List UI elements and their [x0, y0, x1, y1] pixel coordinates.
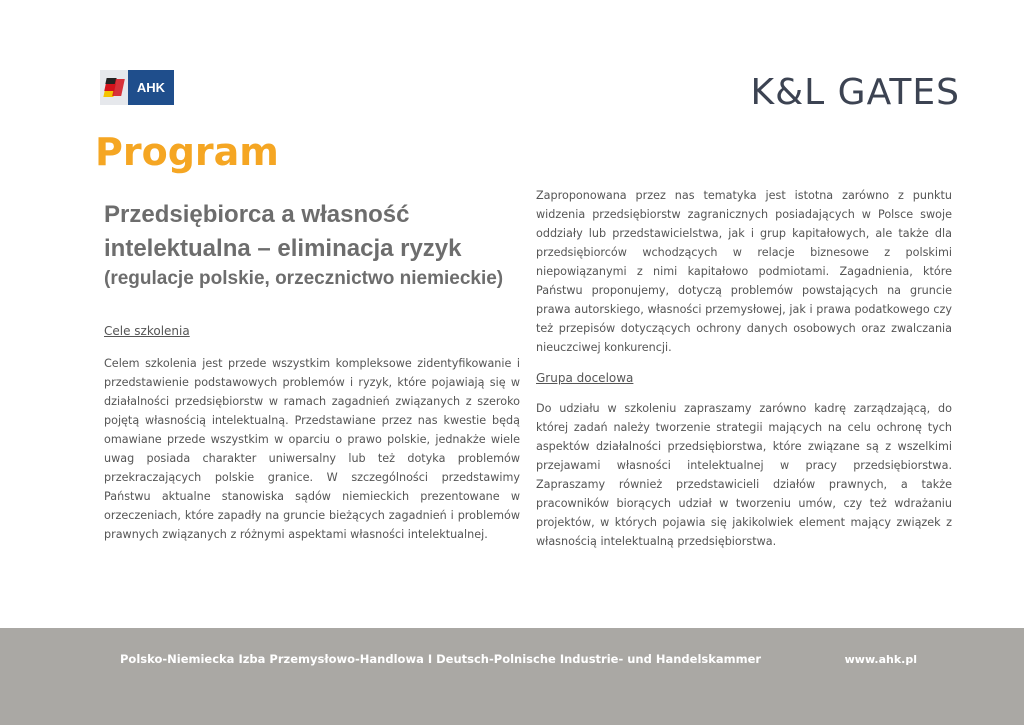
course-title-line1: Przedsiębiorca a własność [104, 201, 410, 228]
ahk-flag-icon [100, 70, 128, 105]
right-column [536, 186, 952, 551]
footer-website-link[interactable]: www.ahk.pl [844, 653, 917, 666]
ahk-logo [100, 70, 174, 105]
footer-organization: Polsko-Niemiecka Izba Przemysłowo-Handlowa I Deutsch-Polnische Industrie- und Handelskammer [120, 652, 762, 666]
section-heading-target-group: Grupa docelowa [536, 371, 634, 385]
ahk-logo-text: AHK [128, 70, 174, 105]
left-column [104, 198, 520, 544]
intro-paragraph: Zaproponowana przez nas tematyka jest istotna zarówno z punktu widzenia przedsiębiorstw zagranicznych posiadających w Polsce swoje oddziały lub przedstawicielstwa, jak i grup kapitałowych, ale także dla przedsiębiorców wchodzących w relacje biznesowe z polskimi niepowiązanymi z nimi kapitałowo podmiotami. Zagadnienia, które Państwu proponujemy, dotyczą problemów powstających na gruncie prawa autorskiego, własności przemysłowej, jak i prawa podatkowego czy też przepisów dotyczących ochrony danych osobowych oraz zwalczania nieuczciwej konkurencji. [536, 189, 952, 354]
kl-gates-logo: K&L GATES [750, 72, 960, 113]
course-title-line2: intelektualna – eliminacja ryzyk [104, 235, 462, 262]
footer [0, 628, 1024, 725]
section-heading-goals: Cele szkolenia [104, 324, 190, 338]
goals-paragraph: Celem szkolenia jest przede wszystkim kompleksowe zidentyfikowanie i przedstawienie podstawowych problemów i ryzyk, które pojawiają się w działalności przedsiębiorstw w ramach zagadnień związanych z szeroko pojętą własnością intelektualną. Przedstawiane przez nas kwestie będą omawiane przede wszystkim w oparciu o prawo polskie, jednakże wiele uwag posiada charakter uniwersalny lub też dotyka problemów przekraczających polskie granice. W szczególności przedstawimy Państwu aktualne stanowiska sądów niemieckich prezentowane w orzeczeniach, które zapadły na gruncie bieżących zagadnień i problemów prawnych związanych z różnymi aspektami własności intelektualnej. [104, 357, 520, 541]
page-title: Program [95, 130, 279, 174]
target-group-paragraph: Do udziału w szkoleniu zapraszamy zarówno kadrę zarządzającą, do której zadań należy tworzenie strategii mających na celu ochronę tych aspektów działalności przedsiębiorstwa, które związane są z wszelkimi przejawami własności intelektualnej w pracy przedsiębiorstwa. Zapraszamy również przedstawicieli działów prawnych, a także pracowników biorących udział w tworzeniu umów, czy też wdrażaniu projektów, w których pojawia się jakikolwiek element mający związek z własnością intelektualną przedsiębiorstwa. [536, 402, 952, 548]
course-subtitle: (regulacje polskie, orzecznictwo niemieckie) [104, 268, 504, 289]
